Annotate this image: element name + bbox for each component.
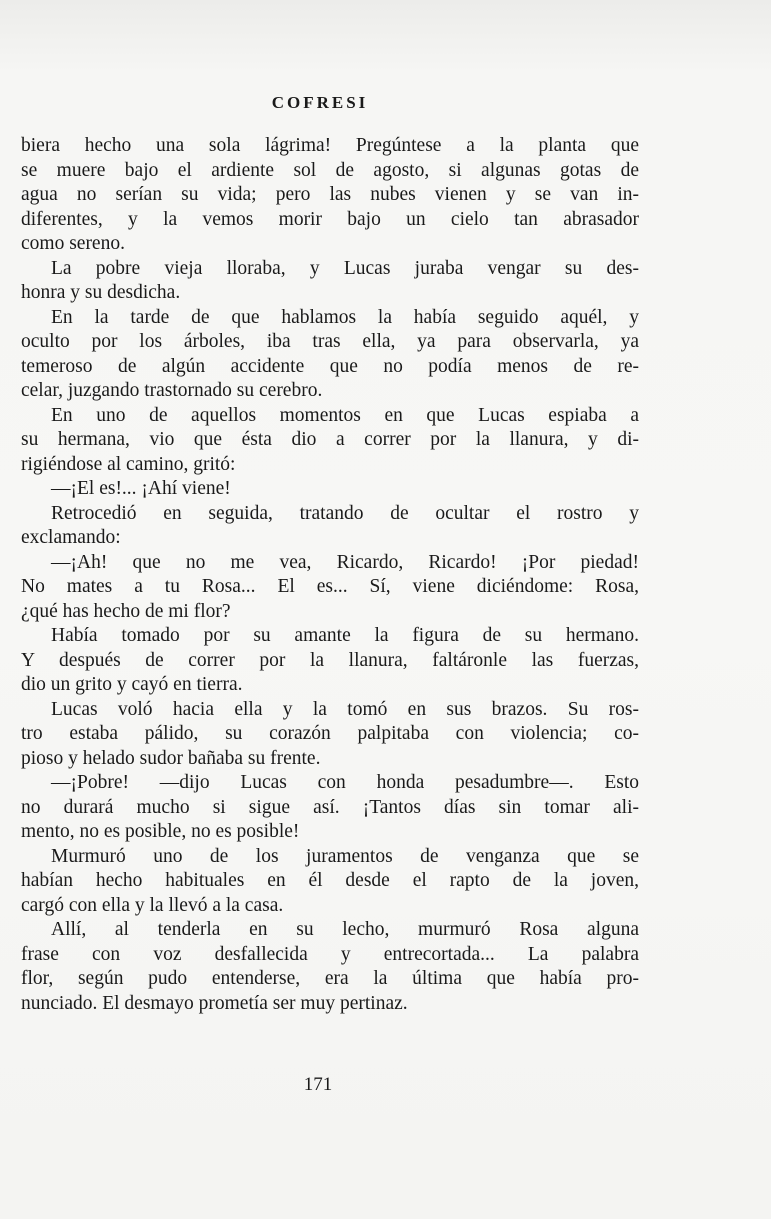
text-line: Murmuró uno de los juramentos de venganza que se [51, 845, 639, 867]
text-line: frase con voz desfallecida y entrecortada... La palabra [21, 943, 639, 965]
text-line: agua no serían su vida; pero las nubes vienen y se van in- [21, 184, 639, 205]
text-line: mento, no es posible, no es posible! [21, 821, 300, 842]
text-line: cargó con ella y la llevó a la casa. [21, 894, 284, 916]
text-line: diferentes, y la vemos morir bajo un cielo tan abrasador [21, 208, 639, 230]
paragraph [21, 698, 639, 772]
text-line: habían hecho habituales en él desde el rapto de la joven, [21, 870, 639, 891]
text-line: su hermana, vio que ésta dio a correr por la llanura, y di- [21, 429, 639, 450]
paragraph [21, 257, 639, 306]
paragraph [21, 502, 639, 551]
text-line: oculto por los árboles, iba tras ella, ya para observarla, ya [21, 331, 639, 352]
text-line: nunciado. El desmayo prometía ser muy pertinaz. [21, 992, 408, 1014]
text-line: no durará mucho si sigue así. ¡Tantos días sin tomar ali- [21, 796, 639, 818]
text-line: Y después de correr por la llanura, faltáronle las fuerzas, [21, 649, 639, 671]
text-line: ¿qué has hecho de mi flor? [21, 600, 231, 622]
text-line: tro estaba pálido, su corazón palpitaba con violencia; co- [21, 723, 639, 744]
running-head: COFRESI [271, 93, 369, 112]
text-line: La pobre vieja lloraba, y Lucas juraba vengar su des- [51, 257, 639, 279]
text-line: —¡Pobre! —dijo Lucas con honda pesadumbre—. Esto [51, 772, 639, 793]
paragraph [21, 404, 639, 478]
body-text [21, 134, 639, 1016]
text-line: Retrocedió en seguida, tratando de ocultar el rostro y [51, 502, 639, 524]
text-line: En uno de aquellos momentos en que Lucas espiaba a [51, 404, 639, 426]
paragraph [21, 845, 639, 919]
text-line: No mates a tu Rosa... El es... Sí, viene diciéndome: Rosa, [21, 576, 639, 597]
text-line: temeroso de algún accidente que no podía menos de re- [21, 355, 639, 377]
text-line: biera hecho una sola lágrima! Pregúntese a la planta que [21, 135, 639, 156]
paragraph [21, 477, 639, 502]
paragraph [21, 918, 639, 1016]
text-line: —¡Ah! que no me vea, Ricardo, Ricardo! ¡Por piedad! [51, 551, 639, 573]
text-line: Había tomado por su amante la figura de su hermano. [51, 625, 639, 646]
text-line: En la tarde de que hablamos la había seguido aquél, y [51, 306, 639, 328]
text-line: se muere bajo el ardiente sol de agosto, si algunas gotas de [21, 159, 639, 181]
paragraph [21, 134, 639, 257]
paragraph [21, 624, 639, 698]
text-line: celar, juzgando trastornado su cerebro. [21, 380, 323, 401]
page-number: 171 [303, 1074, 333, 1095]
text-line: rigiéndose al camino, gritó: [21, 453, 236, 475]
text-line: pioso y helado sudor bañaba su frente. [21, 747, 321, 769]
paragraph [21, 306, 639, 404]
text-line: exclamando: [21, 527, 121, 548]
text-line: como sereno. [21, 233, 125, 254]
text-line: flor, según pudo entenderse, era la última que había pro- [21, 968, 639, 989]
text-line: Allí, al tenderla en su lecho, murmuró Rosa alguna [51, 919, 639, 940]
text-line: honra y su desdicha. [21, 282, 181, 303]
text-line: Lucas voló hacia ella y la tomó en sus brazos. Su ros- [51, 698, 639, 720]
text-line: dio un grito y cayó en tierra. [21, 674, 243, 695]
text-line: —¡El es!... ¡Ahí viene! [51, 478, 231, 499]
paragraph [21, 551, 639, 625]
paragraph [21, 771, 639, 845]
